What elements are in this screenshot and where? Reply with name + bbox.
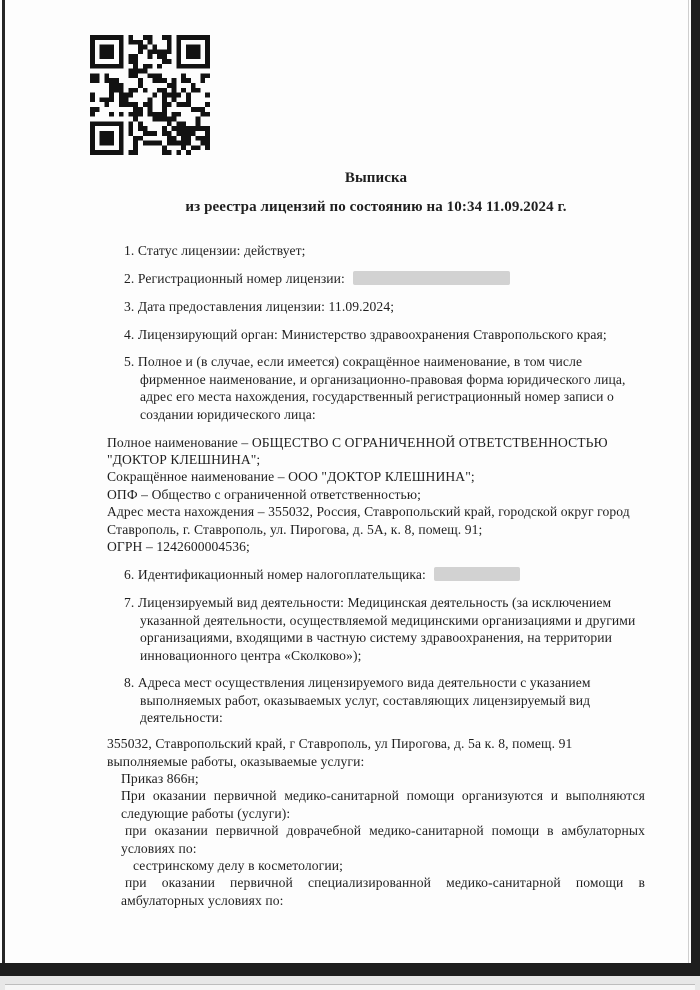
item-number: 2. [124,270,135,286]
list-item-status [107,242,645,259]
item-number: 3. [124,298,135,314]
work-line: при оказании первичной доврачебной медико-санитарной помощи в амбулаторных условиях по: [121,823,645,856]
list-item-names-heading [107,353,645,423]
item-number: 1. [124,242,135,258]
item-number: 4. [124,326,135,342]
qr-code-icon [90,35,210,155]
page-left-edge [2,0,5,963]
org-ogrn: ОГРН – 1242600004536; [107,539,250,554]
document-body [107,170,645,909]
list-item-reg-number [107,270,645,287]
item-text: Лицензируемый вид деятельности: Медицинская деятельность (за исключением указанной деятельности, осуществляемой медицинскими организациями и другими организациями, входящими в частную систему здравоохранения, на территории инновационного центра «Сколково»); [137,595,636,663]
org-short-name: Сокращённое наименование – ООО "ДОКТОР КЛЕШНИНА"; [107,469,475,485]
section8-works [107,735,645,909]
list-item-licensing-authority [107,326,645,343]
list-item-inn [107,566,645,583]
works-header: выполняемые работы, оказываемые услуги: [107,753,365,769]
org-legal-form: ОПФ – Общество с ограниченной ответственностью; [107,486,421,502]
item-text: Полное и (в случае, если имеется) сокращённое наименование, в том числе фирменное наименование, и организационно-правовая форма юридического лица, адрес его места нахождения, государственный регистрационный номер записи о создании юридического лица: [137,354,626,422]
list-item-addresses-heading [107,674,645,726]
item-text: Дата предоставления лицензии: 11.09.2024; [137,298,395,314]
item-number: 7. [124,595,135,611]
item-text: Идентификационный номер налогоплательщика: [137,567,426,583]
page-right-edge [691,0,700,976]
next-page-top-edge [5,984,695,990]
item-number: 5. [124,354,135,370]
page-right-edge-line [688,0,689,963]
item-text: Статус лицензии: действует; [137,242,306,258]
item-text: Лицензирующий орган: Министерство здравоохранения Ставропольского края; [137,326,607,342]
org-address: Адрес места нахождения – 355032, Россия, Ставропольский край, городской округ город Ставрополь, г. Ставрополь, ул. Пирогова, д. 5А, к. 8, помещ. 91; [107,504,630,537]
list-item-activity-type [107,594,645,664]
work-line: При оказании первичной медико-санитарной помощи организуются и выполняются следующие работы (услуги): [121,788,645,821]
work-line: при оказании первичной специализированной медико-санитарной помощи в амбулаторных условиях по: [121,875,645,908]
redacted-value [353,271,510,285]
work-address: 355032, Ставропольский край, г Ставрополь, ул Пирогова, д. 5а к. 8, помещ. 91 [107,736,573,752]
page-bottom-edge [0,963,700,976]
organization-details [107,434,645,556]
item-text: Адреса мест осуществления лицензируемого вида деятельности с указанием выполняемых работ, оказываемых услуг, составляющих лицензируемый вид деятельности: [137,675,591,726]
item-number: 6. [124,567,135,583]
document-title: Выписка [344,170,408,186]
list-item-grant-date [107,298,645,315]
order-reference: Приказ 866н; [121,770,199,786]
org-full-name: Полное наименование – ОБЩЕСТВО С ОГРАНИЧЕННОЙ ОТВЕТСТВЕННОСТЬЮ "ДОКТОР КЛЕШНИНА"; [107,434,608,467]
item-number: 8. [124,675,135,691]
work-line: сестринскому делу в косметологии; [133,858,343,873]
item-text: Регистрационный номер лицензии: [137,270,345,286]
document-subtitle: из реестра лицензий по состоянию на 10:34 11.09.2024 г. [185,199,567,216]
redacted-value [434,567,520,581]
